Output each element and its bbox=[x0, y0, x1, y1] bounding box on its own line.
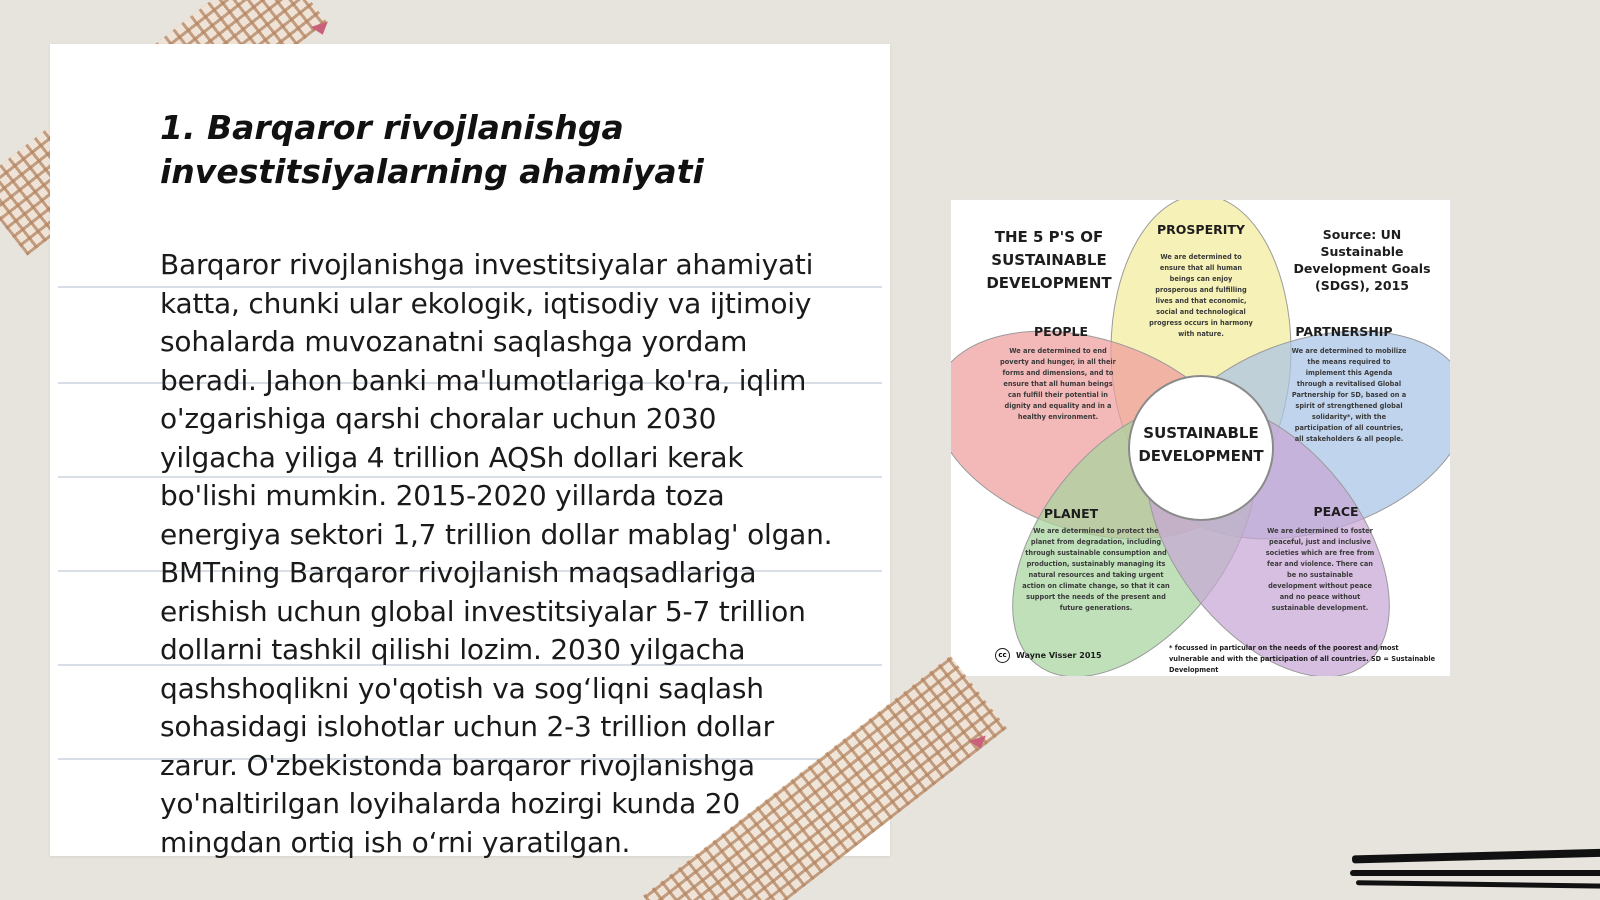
brush-stroke-decoration bbox=[1350, 870, 1600, 876]
label-prosperity: PROSPERITY bbox=[1157, 222, 1245, 237]
text-people: We are determined to end poverty and hunger, in all their forms and dimensions, and to ensure that all human beings can fulfill their potential in dignity and equality and in a healthy environment. bbox=[1000, 347, 1116, 421]
creative-commons-icon: cc bbox=[995, 648, 1010, 663]
diagram-footnote: * focussed in particular on the needs of the poorest and most vulnerable and with the participation of all countries. SD = Sustainable Development bbox=[1169, 644, 1436, 674]
slide-title: 1. Barqaror rivojlanishga investitsiyalarning ahamiyati bbox=[160, 108, 704, 191]
text-partnership: We are determined to mobilize the means required to implement this Agenda through a revitalised Global Partnership for SD, based on a spirit of strengthened global solidarity*, with the participation of all countries, all stakeholders & all people. bbox=[1291, 347, 1407, 443]
label-peace: PEACE bbox=[1313, 504, 1359, 519]
diagram-source: Source: UN Sustainable Development Goals (SDGS), 2015 bbox=[1293, 227, 1431, 293]
diagram-title: THE 5 P'S OF SUSTAINABLE DEVELOPMENT bbox=[986, 228, 1112, 292]
label-partnership: PARTNERSHIP bbox=[1295, 324, 1393, 339]
brush-stroke-decoration bbox=[1352, 849, 1600, 864]
text-planet: We are determined to protect the planet from degradation, including through sustainable consumption and production, sustainably managing its natural resources and taking urgent action on climate change, so that it can support the needs of the present and future generations. bbox=[1022, 527, 1170, 612]
label-planet: PLANET bbox=[1043, 506, 1099, 521]
brush-stroke-decoration bbox=[1356, 880, 1600, 889]
five-ps-diagram bbox=[951, 200, 1450, 676]
slide-body-text: Barqaror rivojlanishga investitsiyalar ahamiyati katta, chunki ular ekologik, iqtisodiy va ijtimoiy sohalarda muvozanatni saqlashga yordam beradi. Jahon banki ma'lumotlariga ko'ra, iqlim o'zgarishiga qarshi choralar uchun 2030 yilgacha yiliga 4 trillion AQSh dollari kerak bo'lishi mumkin. 2015-2020 yillarda toza energiya sektori 1,7 trillion dollar mablag' olgan. BMTning Barqaror rivojlanish maqsadlariga erishish uchun global investitsiyalar 5-7 trillion dollarni tashkil qilishi lozim. 2030 yilgacha qashshoqlikni yo'qotish va sog‘liqni saqlash sohasidagi islohotlar uchun 2-3 trillion dollar zarur. O'zbekistonda barqaror rivojlanishga yo'naltirilgan loyihalarda hozirgi kunda 20 mingdan ortiq ish o‘rni yaratilgan. bbox=[160, 248, 833, 859]
center-label: SUSTAINABLE DEVELOPMENT bbox=[1138, 424, 1264, 465]
diagram-credit: Wayne Visser 2015 bbox=[1016, 651, 1102, 660]
text-prosperity: We are determined to ensure that all human beings can enjoy prosperous and fulfilling lives and that economic, social and technological progress occurs in harmony with nature. bbox=[1149, 253, 1253, 338]
label-people: PEOPLE bbox=[1034, 324, 1088, 339]
text-peace: We are determined to foster peaceful, just and inclusive societies which are free from fear and violence. There can be no sustainable development without peace and no peace without sustainable development. bbox=[1265, 527, 1375, 612]
